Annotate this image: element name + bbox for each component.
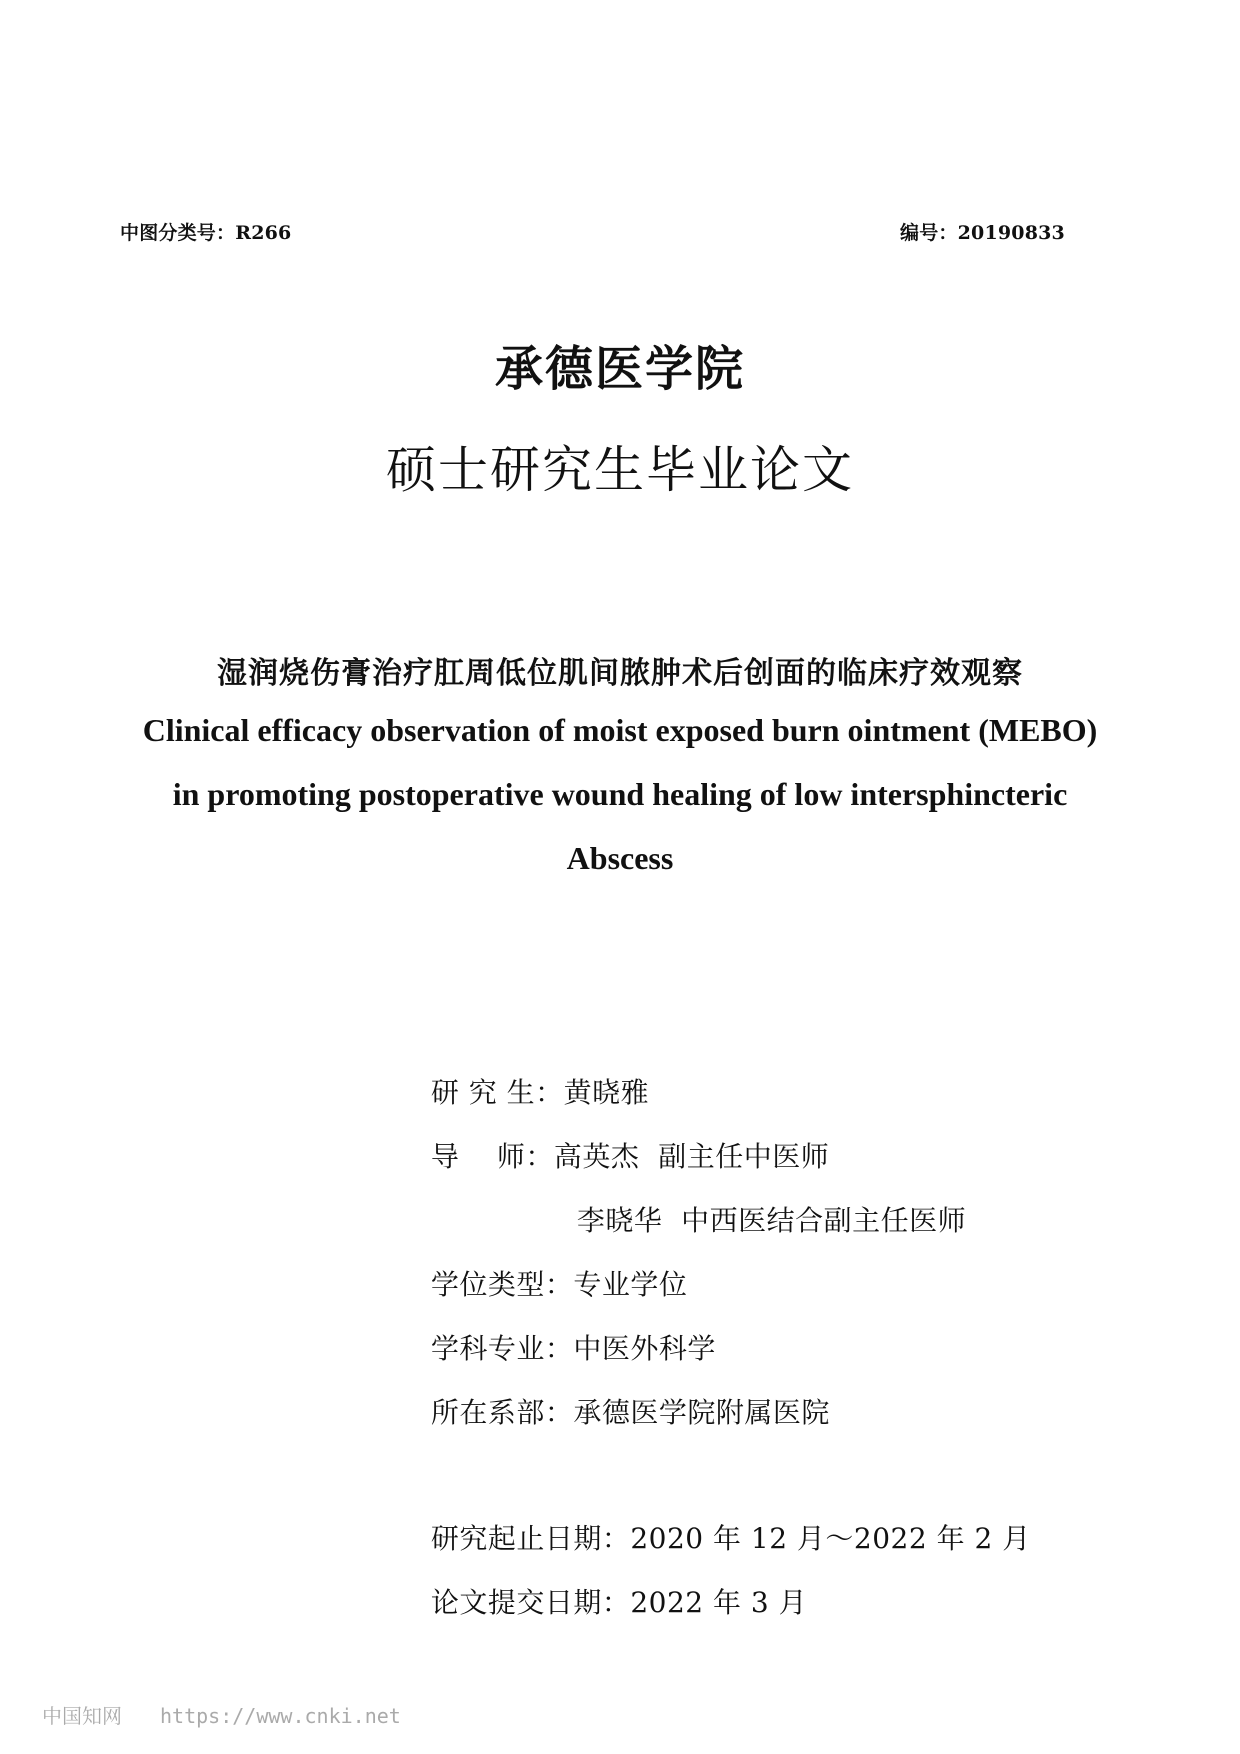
degree-type-label: 学位类型： (430, 1268, 574, 1301)
thesis-title-english-line-2: in promoting postoperative wound healing of low intersphincteric (172, 776, 1068, 812)
watermark-site-name: 中国知网 (42, 1704, 122, 1728)
advisor-secondary: 李晓华 中西医结合副主任医师 (576, 1204, 967, 1237)
university-name: 承德医学院 (494, 341, 745, 397)
student-name: 黄晓雅 (563, 1076, 650, 1109)
research-period-row (412, 1484, 1031, 1557)
advisor-secondary-row (412, 1166, 966, 1239)
department-value: 承德医学院附属医院 (573, 1396, 830, 1429)
submission-date-label: 论文提交日期： (430, 1586, 631, 1619)
major-value: 中医外科学 (573, 1332, 716, 1365)
thesis-title-english-line-1: Clinical efficacy observation of moist exposed burn ointment (MEBO) (142, 712, 1098, 748)
major-row (412, 1294, 716, 1367)
major-label: 学科专业： (430, 1332, 574, 1365)
serial-number: 编号：20190833 (900, 222, 1065, 244)
thesis-type-heading: 硕士研究生毕业论文 (386, 441, 854, 499)
degree-type-value: 专业学位 (573, 1268, 688, 1301)
advisor-row (412, 1102, 829, 1175)
cnki-watermark (42, 1700, 401, 1729)
advisor-label: 导 师： (430, 1140, 554, 1173)
research-period-label: 研究起止日期： (430, 1522, 631, 1555)
department-row (412, 1358, 830, 1431)
submission-date-value: 2022 年 3 月 (630, 1586, 808, 1619)
research-period-value: 2020 年 12 月～2022 年 2 月 (630, 1522, 1031, 1555)
thesis-title-english-line-3: Abscess (566, 840, 674, 876)
student-label: 研 究 生： (430, 1076, 564, 1109)
department-label: 所在系部： (430, 1396, 574, 1429)
classification-number: 中图分类号：R266 (120, 222, 292, 244)
submission-date-row (412, 1548, 807, 1621)
thesis-title-chinese: 湿润烧伤膏治疗肛周低位肌间脓肿术后创面的临床疗效观察 (217, 656, 1023, 691)
degree-type-row (412, 1230, 687, 1303)
watermark-url: https://www.cnki.net (160, 1704, 401, 1728)
advisor-primary: 高英杰 副主任中医师 (553, 1140, 830, 1173)
student-row (412, 1038, 649, 1111)
